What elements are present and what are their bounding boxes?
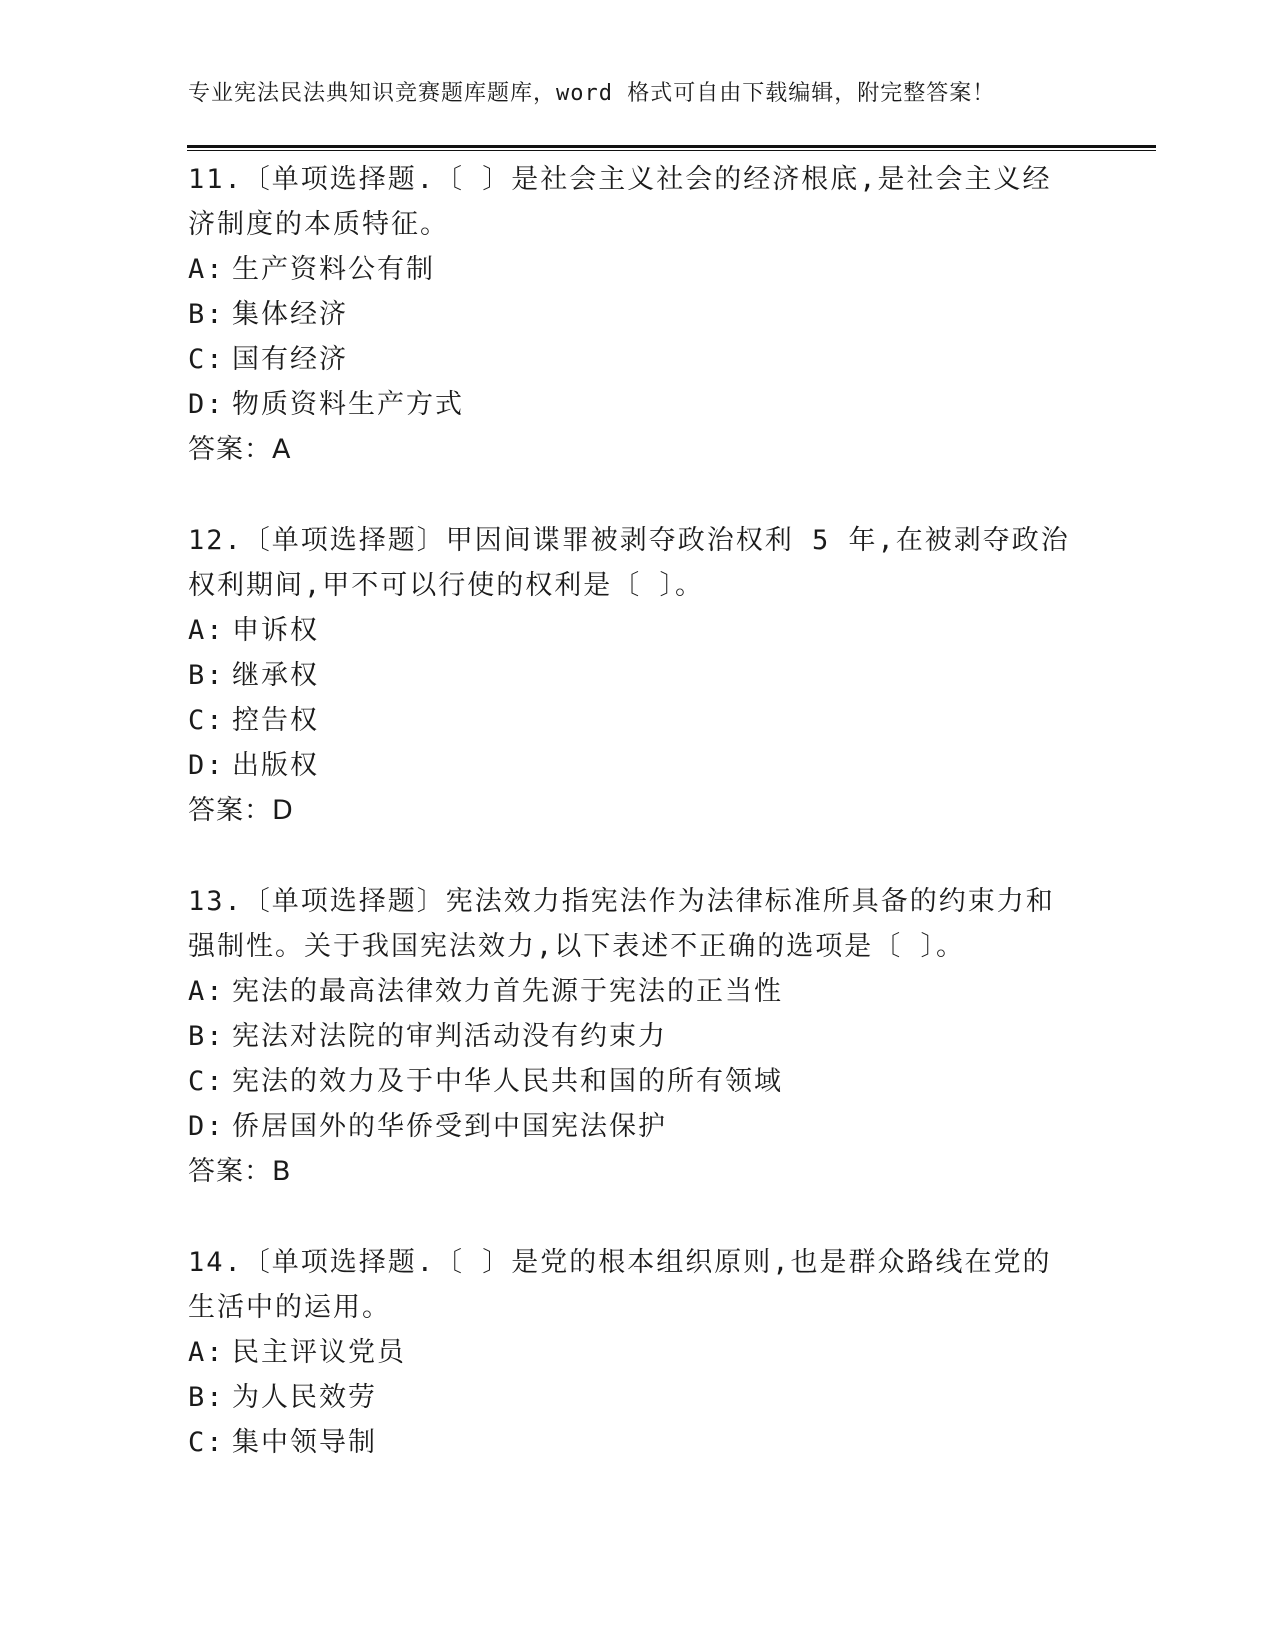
question-11 — [188, 157, 1088, 472]
answer-line: 答案：B — [188, 1156, 292, 1187]
option-b — [188, 1014, 1088, 1059]
option-c — [188, 337, 1088, 382]
option-key: A: — [188, 615, 225, 646]
option-text: 出版权 — [232, 750, 319, 781]
option-text: 集中领导制 — [232, 1427, 377, 1458]
option-b — [188, 1375, 1088, 1420]
option-text: 继承权 — [232, 660, 319, 691]
option-key: C: — [188, 705, 225, 736]
option-text: 集体经济 — [232, 299, 348, 330]
question-stem: 14.〔单项选择题.〔 〕是党的根本组织原则,也是群众路线在党的生活中的运用。 — [188, 1247, 1052, 1323]
option-key: C: — [188, 344, 225, 375]
option-text: 国有经济 — [232, 344, 348, 375]
option-text: 宪法的效力及于中华人民共和国的所有领域 — [232, 1066, 783, 1097]
option-text: 申诉权 — [232, 615, 319, 646]
option-d — [188, 382, 1088, 427]
header-rule-thin — [187, 150, 1156, 151]
answer-line: 答案：D — [188, 795, 294, 826]
option-text: 控告权 — [232, 705, 319, 736]
option-text: 宪法对法院的审判活动没有约束力 — [232, 1021, 667, 1052]
option-key: C: — [188, 1427, 225, 1458]
option-key: D: — [188, 1111, 225, 1142]
option-a — [188, 247, 1088, 292]
option-a — [188, 969, 1088, 1014]
option-a — [188, 608, 1088, 653]
option-b — [188, 292, 1088, 337]
question-stem: 11.〔单项选择题.〔 〕是社会主义社会的经济根底,是社会主义经济制度的本质特征。 — [188, 164, 1052, 240]
option-text: 物质资料生产方式 — [232, 389, 464, 420]
option-text: 生产资料公有制 — [232, 254, 435, 285]
question-stem: 13.〔单项选择题〕宪法效力指宪法作为法律标准所具备的约束力和强制性。关于我国宪法效力,以下表述不正确的选项是〔 〕。 — [188, 886, 1055, 962]
option-text: 为人民效劳 — [232, 1382, 377, 1413]
option-c — [188, 1059, 1088, 1104]
option-key: B: — [188, 1382, 225, 1413]
option-d — [188, 743, 1088, 788]
option-key: D: — [188, 750, 225, 781]
header-rule-thick — [187, 145, 1156, 148]
option-d — [188, 1104, 1088, 1149]
answer-line: 答案：A — [188, 434, 292, 465]
option-key: B: — [188, 1021, 225, 1052]
option-key: A: — [188, 254, 225, 285]
question-12 — [188, 518, 1088, 833]
option-a — [188, 1330, 1088, 1375]
question-list — [188, 157, 1088, 1511]
question-stem: 12.〔单项选择题〕甲因间谍罪被剥夺政治权利 5 年,在被剥夺政治权利期间,甲不可以行使的权利是〔 〕。 — [188, 525, 1070, 601]
option-key: B: — [188, 299, 225, 330]
option-key: B: — [188, 660, 225, 691]
question-13 — [188, 879, 1088, 1194]
option-text: 侨居国外的华侨受到中国宪法保护 — [232, 1111, 667, 1142]
option-key: D: — [188, 389, 225, 420]
page-header: 专业宪法民法典知识竞赛题库题库，word 格式可自由下载编辑，附完整答案！ — [188, 81, 996, 106]
option-text: 宪法的最高法律效力首先源于宪法的正当性 — [232, 976, 783, 1007]
question-14 — [188, 1240, 1088, 1465]
option-c — [188, 1420, 1088, 1465]
option-key: A: — [188, 976, 225, 1007]
option-c — [188, 698, 1088, 743]
option-key: C: — [188, 1066, 225, 1097]
option-text: 民主评议党员 — [232, 1337, 406, 1368]
option-key: A: — [188, 1337, 225, 1368]
option-b — [188, 653, 1088, 698]
